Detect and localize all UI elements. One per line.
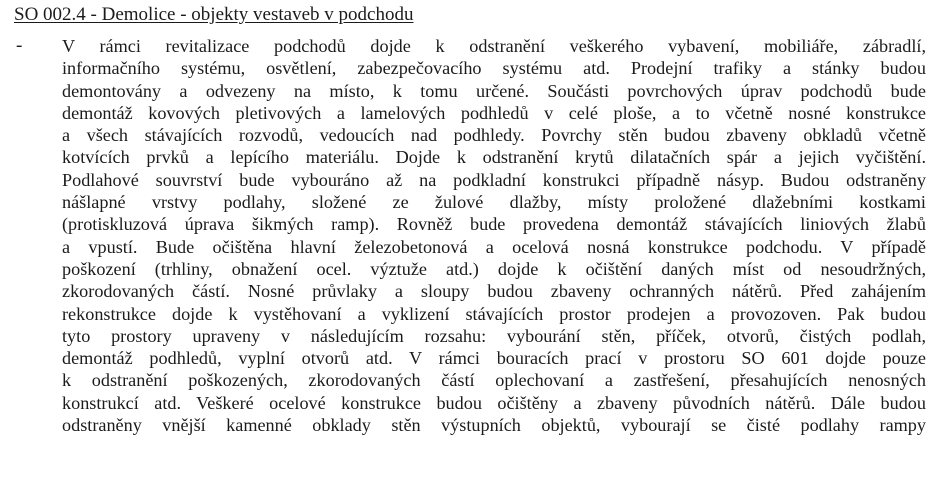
text-line: poškození (trhliny, obnažení ocel. výztuže atd.) dojde k očištění daných míst od nesoudržných, bbox=[62, 258, 926, 279]
text-line: kotvících prvků a lepícího materiálu. Dojde k odstranění krytů dilatačních spár a jejich vyčištění. bbox=[62, 147, 926, 168]
text-line: zkorodovaných částí. Nosné průvlaky a sloupy budou zbaveny ochranných nátěrů. Před zahájením bbox=[62, 281, 926, 302]
text-line: konstrukcí atd. Veškeré ocelové konstrukce budou očištěny a zbaveny původních nátěrů. Dále budou bbox=[62, 392, 926, 413]
text-line: a vpustí. Bude očištěna hlavní železobetonová a ocelová nosná konstrukce podchodu. V případě bbox=[62, 236, 926, 257]
text-line: nášlapné vrstvy podlahy, složené ze žulové dlažby, místy proložené dlažebními kostkami bbox=[62, 192, 926, 213]
section-heading: SO 002.4 - Demolice - objekty vestaveb v podchodu bbox=[14, 4, 414, 25]
text-line: k odstranění poškozených, zkorodovaných částí oplechovaní a zastřešení, přesahujících nenosných bbox=[62, 370, 926, 391]
text-line: Podlahové souvrství bude vybouráno až na podkladní konstrukci případně násyp. Budou odstraněny bbox=[62, 169, 926, 190]
body-paragraph bbox=[62, 35, 926, 436]
text-line: a všech stávajících rozvodů, vedoucích nad podhledy. Povrchy stěn budou zbaveny obkladů včetně bbox=[62, 125, 926, 146]
list-bullet: - bbox=[16, 35, 23, 56]
text-line: odstraněny vnější kamenné obklady stěn výstupních objektů, vybourají se čisté podlahy rampy bbox=[62, 415, 926, 436]
text-line: informačního systému, osvětlení, zabezpečovacího systému atd. Prodejní trafiky a stánky budou bbox=[62, 58, 926, 79]
text-line: rekonstrukce dojde k vystěhovaní a vyklizení stávajících prostor prodejen a provozoven. Pak budou bbox=[62, 303, 926, 324]
text-line: demontáž kovových pletivových a lamelových podhledů v celé ploše, a to včetně nosné konstrukce bbox=[62, 102, 926, 123]
text-line: demontáž podhledů, vyplní otvorů atd. V rámci bouracích prací v prostoru SO 601 dojde pouze bbox=[62, 348, 926, 369]
text-line: tyto prostory upraveny v následujícím rozsahu: vybourání stěn, příček, otvorů, čistých podlah, bbox=[62, 325, 926, 346]
text-line: V rámci revitalizace podchodů dojde k odstranění veškerého vybavení, mobiliáře, zábradlí, bbox=[62, 36, 926, 56]
text-line: demontovány a odvezeny na místo, k tomu určené. Součásti povrchových úprav podchodů bude bbox=[62, 80, 926, 101]
text-line: (protiskluzová úprava šikmých ramp). Rovněž bude provedena demontáž stávajících liniových žlabů bbox=[62, 214, 926, 235]
